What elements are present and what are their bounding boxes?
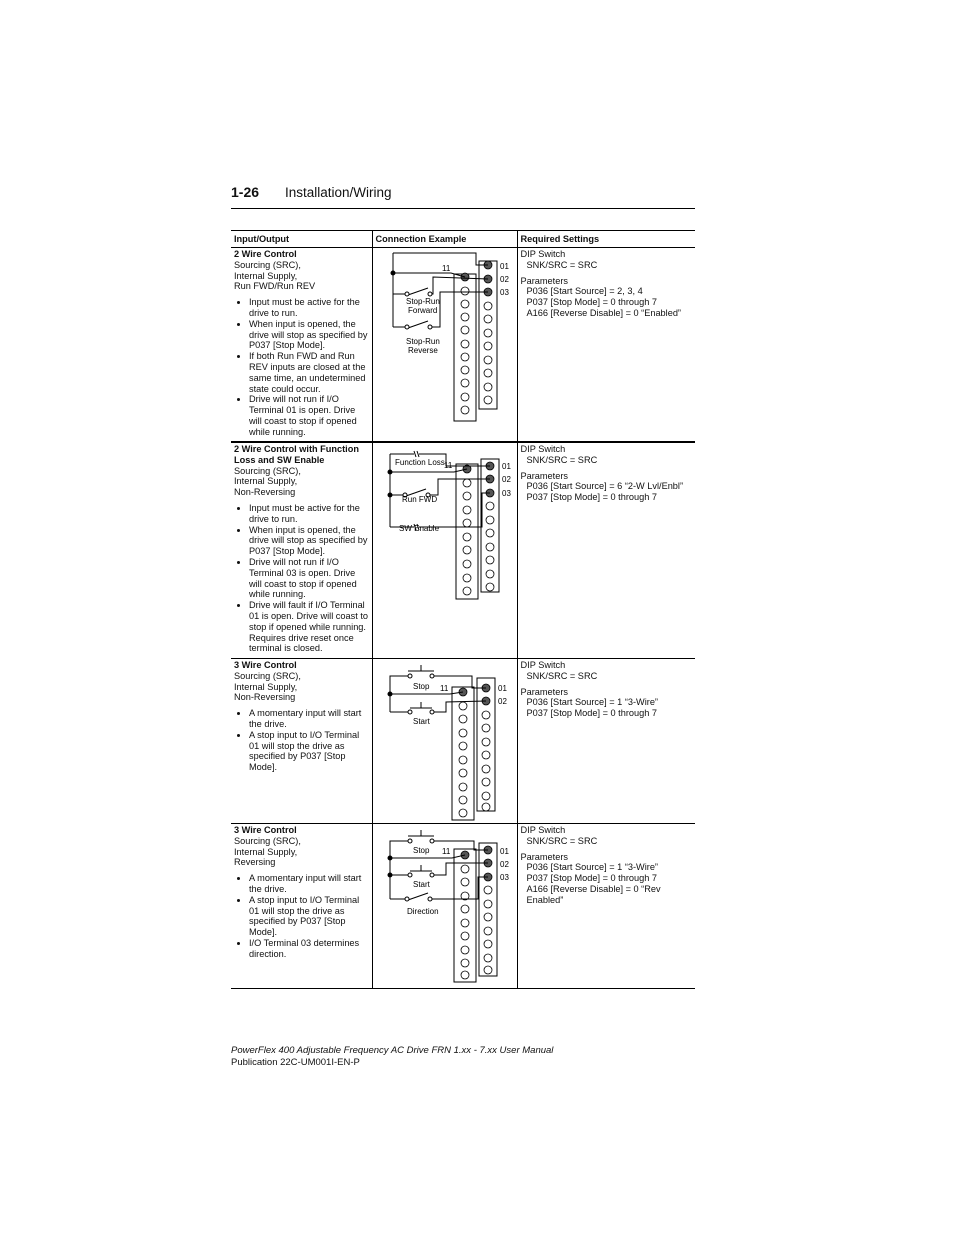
row-title: 2 Wire Control with Function Loss and SW Enable <box>234 444 359 465</box>
terminal-label: 03 <box>501 489 511 498</box>
dip-switch-title: DIP Switch <box>520 444 566 454</box>
input-output-cell <box>231 442 372 659</box>
column-header-input-output: Input/Output <box>231 231 372 248</box>
connection-diagram-cell <box>372 442 517 659</box>
terminal-label: 03 <box>499 873 509 882</box>
table-row <box>231 659 695 824</box>
wiring-diagram-2wire-fwd-rev <box>376 249 520 441</box>
switch-label: Forward <box>407 306 437 315</box>
terminal-label: 01 <box>497 684 507 693</box>
row-subtitle-line: Sourcing (SRC), <box>234 259 301 270</box>
switch-label: Reverse <box>407 346 438 355</box>
row-subtitle-line: Non-Reversing <box>234 487 296 498</box>
page-footer <box>231 1045 553 1069</box>
row-subtitle-line: Sourcing (SRC), <box>234 465 301 476</box>
row-subtitle-line: Sourcing (SRC), <box>234 835 301 846</box>
switch-label: Start <box>412 717 430 726</box>
terminal-block <box>452 678 495 820</box>
input-output-cell <box>231 248 372 443</box>
parameter-line: P036 [Start Source] = 1 “3-Wire” <box>526 697 658 708</box>
switch-label: Stop <box>412 846 429 855</box>
row-subtitle-line: Non-Reversing <box>234 692 296 703</box>
note-item: • A momentary input will start the drive. <box>249 708 369 730</box>
manual-title: PowerFlex 400 Adjustable Frequency AC Drive FRN 1.xx - 7.xx User Manual <box>231 1045 554 1056</box>
connection-diagram-cell <box>372 659 517 824</box>
terminal-block <box>454 261 497 421</box>
note-item: • A momentary input will start the drive. <box>249 873 369 895</box>
switch-label: Stop-Run <box>405 297 440 306</box>
dip-switch-value: SNK/SRC = SRC <box>526 259 598 270</box>
row-subtitle-line: Internal Supply, <box>234 681 298 692</box>
common-terminal-label: 11 <box>439 684 448 693</box>
note-item: • Drive will not run if I/O Terminal 03 is open. Drive will coast to stop if opened while running. <box>249 557 369 600</box>
input-output-cell <box>231 824 372 989</box>
publication-number: Publication 22C-UM001I-EN-P <box>231 1057 360 1068</box>
note-item: • If both Run FWD and Run REV inputs are closed at the same time, an undetermined state could occur. <box>249 351 369 394</box>
parameters-title: Parameters <box>520 470 568 481</box>
row-title: 3 Wire Control <box>234 825 297 835</box>
switch-label: Direction <box>406 907 439 916</box>
wiring-lines <box>388 830 488 901</box>
note-item: • When input is opened, the drive will stop as specified by P037 [Stop Mode]. <box>249 525 369 557</box>
row-subtitle-line: Sourcing (SRC), <box>234 670 301 681</box>
note-item: • A stop input to I/O Terminal 01 will stop the drive as specified by P037 [Stop Mode]. <box>249 730 369 773</box>
terminal-label: 02 <box>499 860 509 869</box>
connection-diagram-cell <box>372 248 517 443</box>
connection-diagram-cell <box>372 824 517 989</box>
parameters-title: Parameters <box>520 275 568 286</box>
page-header <box>231 184 695 209</box>
terminal-block <box>454 843 497 982</box>
wiring-diagram-3wire-reversing <box>376 825 520 988</box>
switch-label: Function Loss <box>394 458 445 467</box>
dip-switch-value: SNK/SRC = SRC <box>526 835 598 846</box>
column-header-connection-example: Connection Example <box>372 231 517 248</box>
dip-switch-title: DIP Switch <box>520 660 566 670</box>
wiring-examples-table <box>231 230 695 989</box>
terminal-label: 02 <box>501 475 511 484</box>
parameter-line: A166 [Reverse Disable] = 0 “Enabled” <box>526 307 681 318</box>
common-terminal-label: 11 <box>441 847 450 856</box>
row-subtitle-line: Reversing <box>234 857 276 868</box>
terminal-label: 02 <box>499 275 509 284</box>
wiring-lines <box>391 253 488 329</box>
notes-list <box>234 708 369 773</box>
parameter-line: P036 [Start Source] = 1 “3-Wire” <box>526 862 658 873</box>
wiring-diagram-2wire-function-loss <box>376 444 520 658</box>
terminal-block <box>456 459 499 599</box>
row-subtitle-line: Run FWD/Run REV <box>234 281 316 292</box>
dip-switch-title: DIP Switch <box>520 825 566 835</box>
required-settings-cell <box>517 659 695 824</box>
wiring-lines <box>388 665 486 714</box>
note-item: • A stop input to I/O Terminal 01 will stop the drive as specified by P037 [Stop Mode]. <box>249 895 369 938</box>
common-terminal-label: 11 <box>441 264 450 273</box>
terminal-label: 01 <box>499 847 509 856</box>
table-row <box>231 442 695 659</box>
terminal-label: 01 <box>501 462 511 471</box>
parameter-line: A166 [Reverse Disable] = 0 “Rev Enabled” <box>526 883 661 905</box>
row-title: 2 Wire Control <box>234 249 297 259</box>
terminal-label: 02 <box>497 697 507 706</box>
terminal-label: 01 <box>499 262 509 271</box>
section-title: Installation/Wiring <box>285 185 392 200</box>
switch-label: SW Enable <box>398 524 439 533</box>
column-header-required-settings: Required Settings <box>517 231 695 248</box>
row-subtitle-line: Internal Supply, <box>234 270 298 281</box>
switch-label: Stop-Run <box>405 337 440 346</box>
note-item: • Input must be active for the drive to run. <box>249 297 369 319</box>
row-title: 3 Wire Control <box>234 660 297 670</box>
table-row <box>231 824 695 989</box>
wiring-diagram-3wire-non-reversing <box>376 660 520 823</box>
notes-list <box>234 297 369 437</box>
note-item: • Drive will not run if I/O Terminal 01 is open. Drive will coast to stop if opened while running. <box>249 394 369 437</box>
row-subtitle-line: Internal Supply, <box>234 476 298 487</box>
parameters-title: Parameters <box>520 851 568 862</box>
parameter-line: P037 [Stop Mode] = 0 through 7 <box>526 297 658 308</box>
required-settings-cell <box>517 442 695 659</box>
note-item: • When input is opened, the drive will stop as specified by P037 [Stop Mode]. <box>249 319 369 351</box>
terminal-label: 03 <box>499 288 509 297</box>
switch-label: Run FWD <box>401 495 437 504</box>
input-output-cell <box>231 659 372 824</box>
parameter-line: P037 [Stop Mode] = 0 through 7 <box>526 492 658 503</box>
note-item: • Drive will fault if I/O Terminal 01 is open. Drive will coast to stop if opened while running. Requires drive reset once terminal is closed. <box>249 600 369 654</box>
parameters-title: Parameters <box>520 686 568 697</box>
table-header-row <box>231 231 695 248</box>
row-subtitle-line: Internal Supply, <box>234 846 298 857</box>
notes-list <box>234 873 369 959</box>
page-number: 1-26 <box>231 184 260 200</box>
parameter-line: P036 [Start Source] = 6 “2-W Lvl/Enbl” <box>526 481 684 492</box>
parameter-line: P037 [Stop Mode] = 0 through 7 <box>526 873 658 884</box>
dip-switch-value: SNK/SRC = SRC <box>526 454 598 465</box>
common-terminal-label: 11 <box>443 461 452 470</box>
parameter-line: P036 [Start Source] = 2, 3, 4 <box>526 286 643 297</box>
parameter-line: P037 [Stop Mode] = 0 through 7 <box>526 708 658 719</box>
switch-label: Start <box>412 880 430 889</box>
note-item: • Input must be active for the drive to run. <box>249 503 369 525</box>
dip-switch-title: DIP Switch <box>520 249 566 259</box>
note-item: • I/O Terminal 03 determines direction. <box>249 938 369 960</box>
required-settings-cell <box>517 824 695 989</box>
notes-list <box>234 503 369 654</box>
dip-switch-value: SNK/SRC = SRC <box>526 670 598 681</box>
required-settings-cell <box>517 248 695 443</box>
switch-label: Stop <box>412 682 429 691</box>
table-row <box>231 248 695 443</box>
